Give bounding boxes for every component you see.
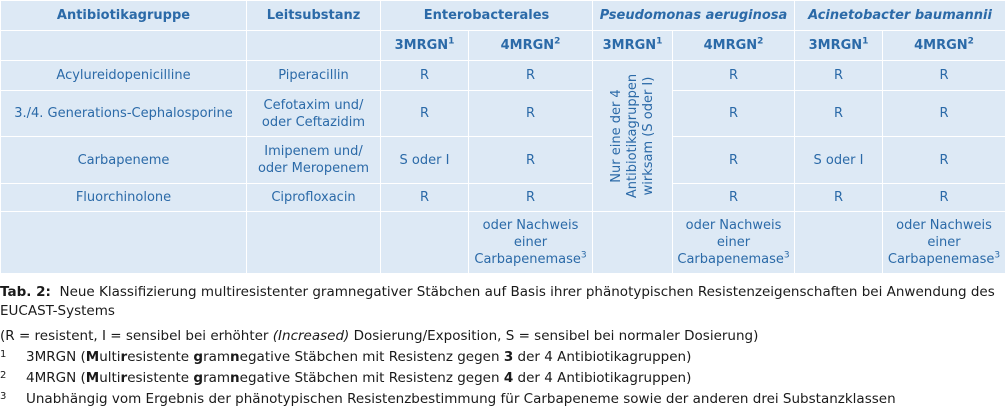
footnote-ref: 2 <box>967 36 974 47</box>
header-lead-substance: Leitsubstanz <box>247 1 381 31</box>
subheader-pseudo-4mrgn <box>673 31 795 61</box>
cell-entero-3mrgn: S oder I <box>381 137 469 183</box>
label-3mrgn: 3MRGN <box>394 38 449 53</box>
footnote-ref: 1 <box>862 36 869 47</box>
cell-entero-3mrgn: R <box>381 91 469 137</box>
table-row <box>1 61 1005 91</box>
label-4mrgn: 4MRGN <box>703 38 758 53</box>
subheader-empty-1 <box>1 31 247 61</box>
footnote-ref: 3 <box>783 250 790 261</box>
footnote-number: 3 <box>0 391 7 402</box>
caption-text: Neue Klassifizierung multiresistenter gramnegativer Stäbchen auf Basis ihrer phänotypischen Resistenzeigenschaften bei Anwendung des EUCAST-Systems <box>0 284 995 319</box>
footnote-ref: 2 <box>554 36 561 47</box>
legend-italic: (Increased) <box>272 328 350 344</box>
subheader-row <box>1 31 1005 61</box>
cell-entero-3mrgn: R <box>381 183 469 211</box>
subheader-entero-3mrgn <box>381 31 469 61</box>
label-3mrgn: 3MRGN <box>808 38 863 53</box>
cell-group: Fluorchinolone <box>1 183 247 211</box>
cell-acineto-4mrgn: R <box>883 61 1005 91</box>
cell-empty <box>247 212 381 274</box>
footnote-number: 2 <box>0 370 7 381</box>
cell-pseudo-4mrgn: R <box>673 91 795 137</box>
footnote-number: 1 <box>0 349 7 360</box>
cell-acineto-4mrgn: R <box>883 183 1005 211</box>
table-row <box>1 137 1005 183</box>
subheader-entero-4mrgn <box>469 31 593 61</box>
label-3mrgn: 3MRGN <box>602 38 657 53</box>
cell-empty <box>593 212 673 274</box>
footnote-ref: 3 <box>994 250 1001 261</box>
cell-acineto-4mrgn: R <box>883 91 1005 137</box>
table-row-note <box>1 212 1005 274</box>
footnote-3 <box>0 390 1005 409</box>
cell-acineto-3mrgn: S oder I <box>795 137 883 183</box>
carbapenemase-note: oder Nachweis einer Carbapenemase <box>474 218 581 267</box>
label-4mrgn: 4MRGN <box>500 38 555 53</box>
subheader-empty-2 <box>247 31 381 61</box>
footnote-text: Unabhängig vom Ergebnis der phänotypischen Resistenzbestimmung für Carbapeneme sowie der anderen drei Substanzklassen <box>26 391 896 407</box>
footnote-ref: 2 <box>757 36 764 47</box>
cell-pseudo-4mrgn: R <box>673 61 795 91</box>
header-enterobacterales: Enterobacterales <box>381 1 593 31</box>
footnote-ref: 1 <box>448 36 455 47</box>
cell-acineto-4mrgn-note <box>883 212 1005 274</box>
cell-substance: Piperacillin <box>247 61 381 91</box>
cell-entero-4mrgn-note <box>469 212 593 274</box>
cell-group: 3./4. Generations-Cephalosporine <box>1 91 247 137</box>
footnote-ref: 3 <box>580 250 587 261</box>
table-caption <box>0 283 1005 409</box>
cell-empty <box>381 212 469 274</box>
pseudo-3mrgn-note-text: Nur eine der 4 Antibiotikagruppen wirksam (S oder I) <box>608 73 656 199</box>
footnote-1 <box>0 348 1005 367</box>
cell-pseudo-4mrgn: R <box>673 137 795 183</box>
cell-entero-4mrgn: R <box>469 61 593 91</box>
subheader-pseudo-3mrgn <box>593 31 673 61</box>
table-row <box>1 183 1005 211</box>
legend-part: (R = resistent, I = sensibel bei erhöhter <box>0 328 273 344</box>
cell-pseudo-3mrgn-note <box>593 61 673 212</box>
caption-legend <box>0 327 1005 346</box>
legend-part: Dosierung/Exposition, S = sensibel bei normaler Dosierung) <box>349 328 759 344</box>
cell-acineto-4mrgn: R <box>883 137 1005 183</box>
header-row <box>1 1 1005 31</box>
cell-empty <box>1 212 247 274</box>
table-row <box>1 91 1005 137</box>
footnote-ref: 1 <box>656 36 663 47</box>
header-pseudomonas: Pseudomonas aeruginosa <box>593 1 795 31</box>
cell-substance: Imipenem und/ oder Meropenem <box>247 137 381 183</box>
subheader-acineto-3mrgn <box>795 31 883 61</box>
cell-entero-3mrgn: R <box>381 61 469 91</box>
caption-title <box>0 283 1005 321</box>
cell-acineto-3mrgn: R <box>795 183 883 211</box>
cell-substance: Ciprofloxacin <box>247 183 381 211</box>
footnote-text: 4MRGN (Multiresistente gramnegative Stäbchen mit Resistenz gegen 4 der 4 Antibiotikagruppen) <box>26 370 692 386</box>
cell-pseudo-4mrgn-note <box>673 212 795 274</box>
cell-empty <box>795 212 883 274</box>
carbapenemase-note: oder Nachweis einer Carbapenemase <box>677 218 784 267</box>
caption-label: Tab. 2: <box>0 284 51 300</box>
footnote-2 <box>0 369 1005 388</box>
header-acinetobacter: Acinetobacter baumannii <box>795 1 1005 31</box>
cell-group: Carbapeneme <box>1 137 247 183</box>
cell-entero-4mrgn: R <box>469 137 593 183</box>
label-4mrgn: 4MRGN <box>914 38 968 53</box>
cell-pseudo-4mrgn: R <box>673 183 795 211</box>
subheader-acineto-4mrgn <box>883 31 1005 61</box>
cell-substance: Cefotaxim und/ oder Ceftazidim <box>247 91 381 137</box>
cell-group: Acylureidopenicilline <box>1 61 247 91</box>
footnote-text: 3MRGN (Multiresistente gramnegative Stäbchen mit Resistenz gegen 3 der 4 Antibiotikagruppen) <box>26 349 692 365</box>
cell-entero-4mrgn: R <box>469 183 593 211</box>
cell-acineto-3mrgn: R <box>795 61 883 91</box>
cell-acineto-3mrgn: R <box>795 91 883 137</box>
header-antibiotic-group: Antibiotikagruppe <box>1 1 247 31</box>
carbapenemase-note: oder Nachweis einer Carbapenemase <box>887 218 995 267</box>
cell-entero-4mrgn: R <box>469 91 593 137</box>
